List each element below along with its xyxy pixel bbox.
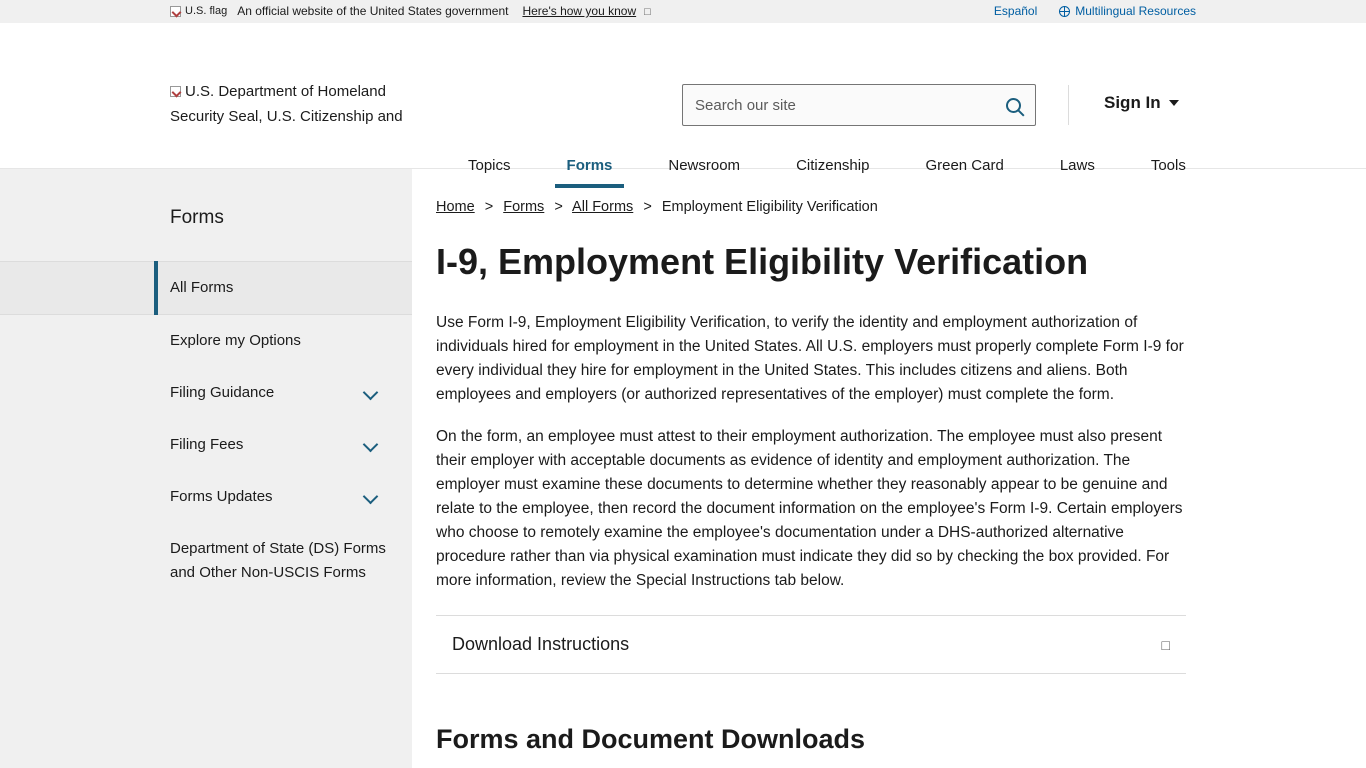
intro-paragraph-2: On the form, an employee must attest to their employment authorization. The employee must also present their employer with acceptable documents as evidence of identity and employment authorization. The employer must examine these documents to determine whether they reasonably appear to be genuine and relate to the employee, then record the document information on the employee's Form I-9. Certain employers who choose to remotely examine the employee's documentation under a DHS-authorized alternative procedure rather than via physical examination must indicate they did so by checking the box provided. For more information, review the Special Instructions tab below. — [436, 428, 1183, 589]
how-you-know-link[interactable]: Here's how you know — [522, 4, 637, 18]
download-instructions-accordion — [436, 615, 1186, 674]
download-icon[interactable]: □ — [1161, 636, 1170, 653]
breadcrumb-separator: > — [484, 199, 494, 215]
breadcrumb-separator: > — [554, 199, 563, 215]
nav-item-tools[interactable]: Tools — [1150, 157, 1186, 174]
section-title-forms-downloads: Forms and Document Downloads — [436, 724, 866, 754]
broken-image-icon — [170, 86, 181, 97]
nav-item-forms[interactable]: Forms — [539, 149, 641, 188]
uscis-logo[interactable] — [170, 79, 410, 129]
page-title: I-9, Employment Eligibility Verification — [436, 241, 1089, 282]
sidebar-item-all-forms[interactable] — [0, 261, 412, 315]
multilingual-resources-link[interactable] — [1059, 4, 1196, 18]
us-flag-image — [170, 5, 227, 17]
sidebar-item-ds-forms[interactable] — [0, 523, 412, 599]
nav-item-citizenship[interactable]: Citizenship — [796, 157, 870, 174]
sidebar-item-label: Filing Guidance — [170, 384, 275, 401]
nav-item-topics[interactable]: Topics — [468, 157, 511, 174]
government-banner — [0, 0, 1366, 23]
main-content — [412, 169, 1366, 768]
nav-item-laws[interactable]: Laws — [1059, 157, 1095, 174]
breadcrumb-item-home[interactable]: Home — [436, 199, 475, 215]
sidebar-item-forms-updates[interactable] — [0, 471, 412, 523]
official-website-text: An official website of the United States government — [237, 4, 509, 18]
sidebar-title: Forms — [170, 207, 224, 228]
accordion-label: Download Instructions — [452, 634, 630, 654]
sidebar-item-label: Explore my Options — [170, 332, 301, 349]
sidebar-item-label: Forms Updates — [170, 488, 273, 505]
chevron-down-icon[interactable] — [363, 385, 379, 401]
expand-banner-icon[interactable]: □ — [644, 5, 651, 18]
breadcrumb — [436, 199, 1186, 215]
multilingual-label: Multilingual Resources — [1075, 4, 1196, 18]
sign-in-button[interactable] — [1104, 93, 1179, 113]
sidebar-item-filing-guidance[interactable] — [0, 367, 412, 419]
sidebar-item-label: Department of State (DS) Forms and Other Non-USCIS Forms — [170, 540, 386, 581]
sidebar-item-filing-fees[interactable] — [0, 419, 412, 471]
globe-icon — [1059, 6, 1070, 17]
breadcrumb-current: Employment Eligibility Verification — [661, 199, 878, 215]
nav-item-green-card[interactable]: Green Card — [925, 157, 1004, 174]
site-search[interactable] — [682, 84, 1036, 126]
page-body — [0, 169, 1366, 768]
sidebar-item-label: Filing Fees — [170, 436, 244, 453]
header-divider — [1068, 85, 1069, 125]
site-header — [0, 23, 1366, 174]
broken-image-icon — [170, 6, 181, 17]
breadcrumb-item-all-forms[interactable]: All Forms — [572, 199, 634, 215]
sign-in-label: Sign In — [1104, 93, 1161, 112]
breadcrumb-separator: > — [643, 199, 652, 215]
search-icon — [1006, 98, 1021, 113]
download-instructions-toggle[interactable] — [436, 616, 1186, 673]
chevron-down-icon — [1169, 100, 1179, 106]
search-button[interactable] — [991, 85, 1035, 125]
intro-paragraph-1: Use Form I-9, Employment Eligibility Verification, to verify the identity and employment authorization of individuals hired for employment in the United States. All U.S. employers must properly complete Form I-9 for every individual they hire for employment in the United States. This includes citizens and aliens. Both employees and employers (or authorized representatives of the employer) must complete the form. — [436, 314, 1184, 403]
sidebar-item-label: All Forms — [170, 279, 234, 296]
chevron-down-icon[interactable] — [363, 437, 379, 453]
breadcrumb-item-forms[interactable]: Forms — [503, 199, 545, 215]
logo-alt-text: U.S. Department of Homeland Security Seal, U.S. Citizenship and — [170, 83, 403, 125]
chevron-down-icon[interactable] — [363, 489, 379, 505]
espanol-link[interactable]: Español — [993, 4, 1038, 18]
banner-right-links — [994, 4, 1366, 18]
main-navigation — [440, 149, 1214, 188]
search-input[interactable] — [683, 97, 991, 114]
sidebar-nav — [0, 261, 412, 599]
nav-item-newsroom[interactable]: Newsroom — [668, 157, 741, 174]
sidebar — [0, 169, 412, 768]
us-flag-alt-text: U.S. flag — [185, 5, 228, 17]
sidebar-item-explore-my-options[interactable] — [0, 315, 412, 367]
